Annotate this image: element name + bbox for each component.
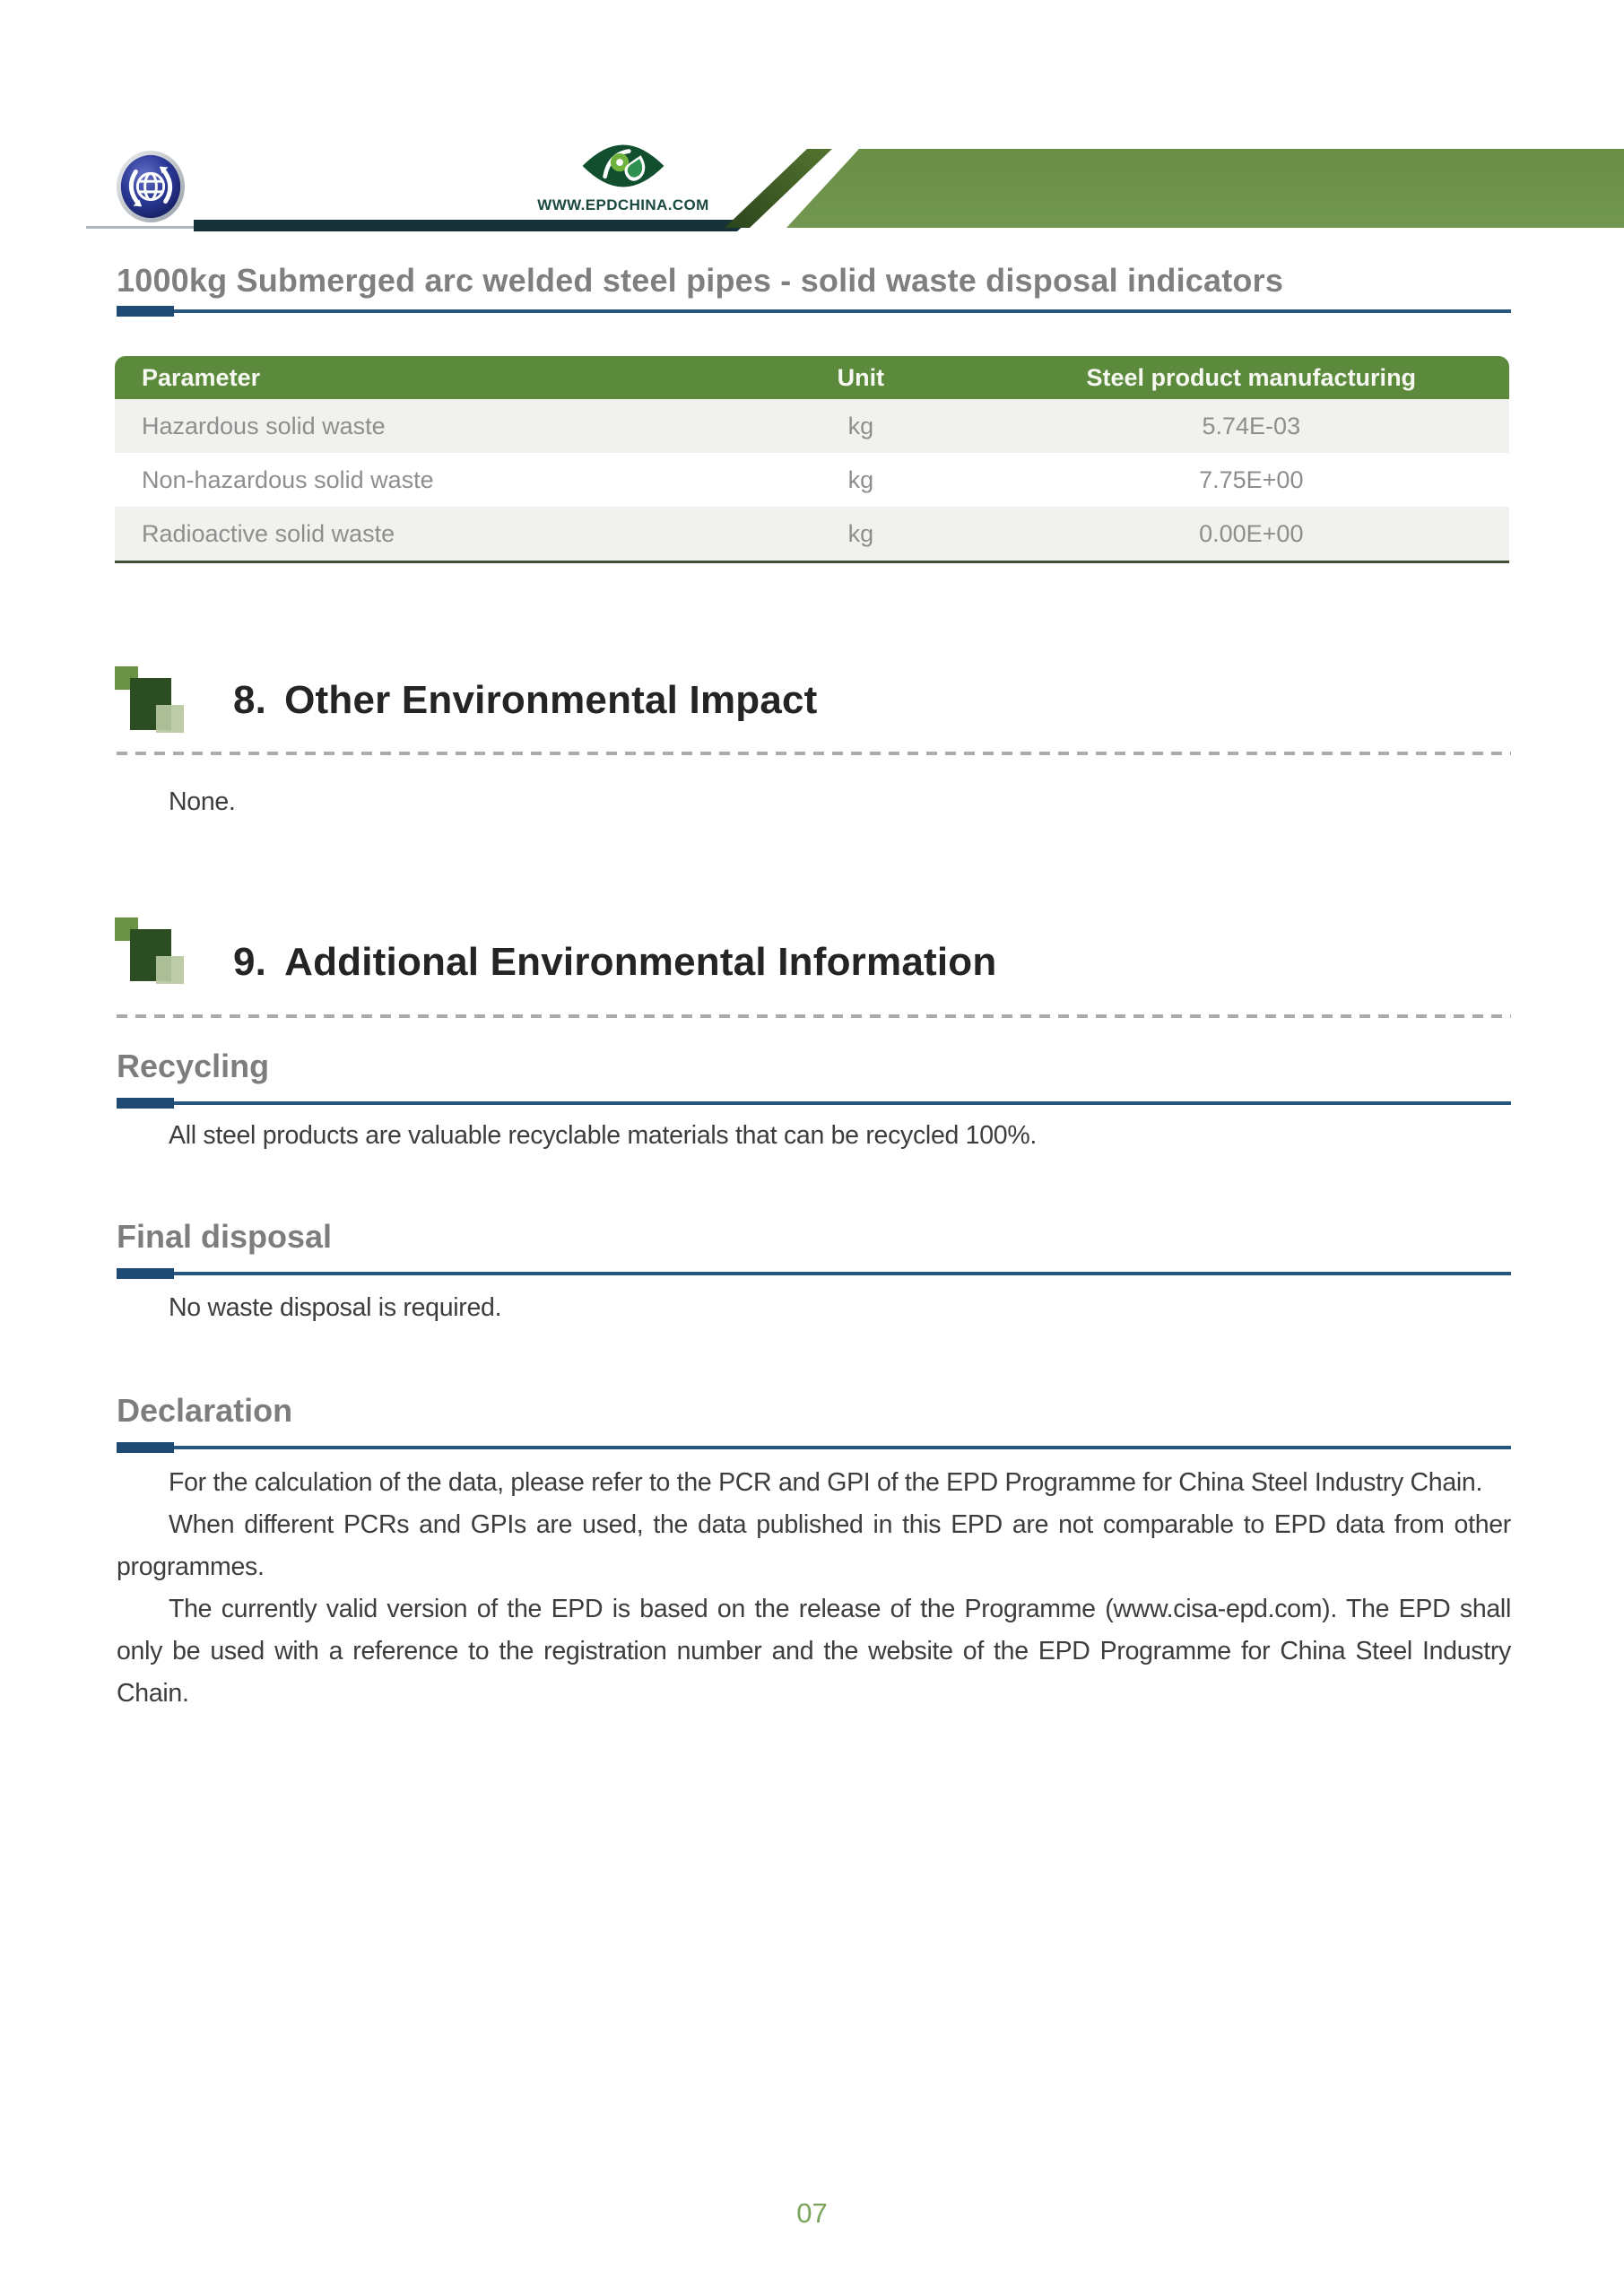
subsection-rule xyxy=(117,1446,1511,1449)
table-cell-parameter: Radioactive solid waste xyxy=(142,519,395,547)
section-number: 8. xyxy=(233,678,267,722)
table-cell-parameter: Non-hazardous solid waste xyxy=(142,465,434,493)
table-cell-unit: kg xyxy=(847,465,874,493)
table-title: 1000kg Submerged arc welded steel pipes - solid waste disposal indicators xyxy=(117,262,1284,299)
table-cell-unit: kg xyxy=(847,519,874,547)
declaration-paragraphs xyxy=(117,1462,1511,1715)
section-9-heading xyxy=(233,940,996,985)
section-8-heading xyxy=(233,678,818,723)
subsection-heading-declaration: Declaration xyxy=(117,1392,293,1429)
subsection-heading-final-disposal: Final disposal xyxy=(117,1218,333,1255)
table-cell-value: 7.75E+00 xyxy=(1199,465,1304,493)
table-header-cell-stage: Steel product manufacturing xyxy=(1086,363,1417,391)
subsection-rule xyxy=(117,1101,1511,1105)
final-disposal-paragraph: No waste disposal is required. xyxy=(169,1293,502,1322)
subsection-rule xyxy=(117,1272,1511,1275)
page-number: 07 xyxy=(796,2197,828,2229)
table-header-cell-unit: Unit xyxy=(837,363,885,391)
table-cell-value: 5.74E-03 xyxy=(1202,412,1301,439)
dashed-divider xyxy=(117,752,1511,755)
section-title-text: Other Environmental Impact xyxy=(284,678,818,722)
solid-waste-table xyxy=(115,356,1509,563)
table-header-cell-parameter: Parameter xyxy=(142,363,261,391)
paragraph: For the calculation of the data, please refer to the PCR and GPI of the EPD Programme for China Steel Industry Chain. xyxy=(169,1468,1483,1497)
subsection-heading-recycling: Recycling xyxy=(117,1048,270,1084)
title-rule xyxy=(117,309,1511,313)
section-8-body: None. xyxy=(169,787,236,816)
table-cell-parameter: Hazardous solid waste xyxy=(142,412,386,439)
header-thin-line xyxy=(86,226,195,229)
table-header-row xyxy=(115,356,1509,399)
section-squares-icon xyxy=(115,918,185,985)
section-title-text: Additional Environmental Information xyxy=(284,940,997,984)
table-row xyxy=(115,507,1509,561)
table-cell-value: 0.00E+00 xyxy=(1199,519,1304,547)
epd-china-logo-icon xyxy=(581,140,665,192)
globe-recycle-logo-icon xyxy=(116,149,186,224)
table-cell-unit: kg xyxy=(847,412,874,439)
paragraph: The currently valid version of the EPD is based on the release of the Programme (www.cisa-epd.com). The EPD shall only be used with a reference to the registration number and the website of the EPD Programme for China Steel Industry Chain. xyxy=(117,1595,1511,1708)
table-row xyxy=(115,453,1509,507)
table-bottom-border xyxy=(115,561,1509,563)
header-teal-bar xyxy=(194,220,750,231)
paragraph: When different PCRs and GPIs are used, the data published in this EPD are not comparable to EPD data from other programmes. xyxy=(117,1510,1511,1581)
section-number: 9. xyxy=(233,940,267,984)
header-stripes-decoration xyxy=(717,149,1624,228)
dashed-divider xyxy=(117,1014,1511,1018)
recycling-paragraph: All steel products are valuable recyclable materials that can be recycled 100%. xyxy=(169,1121,1037,1150)
table-row xyxy=(115,399,1509,453)
epd-website-caption: WWW.EPDCHINA.COM xyxy=(537,196,709,213)
section-squares-icon xyxy=(115,666,185,734)
